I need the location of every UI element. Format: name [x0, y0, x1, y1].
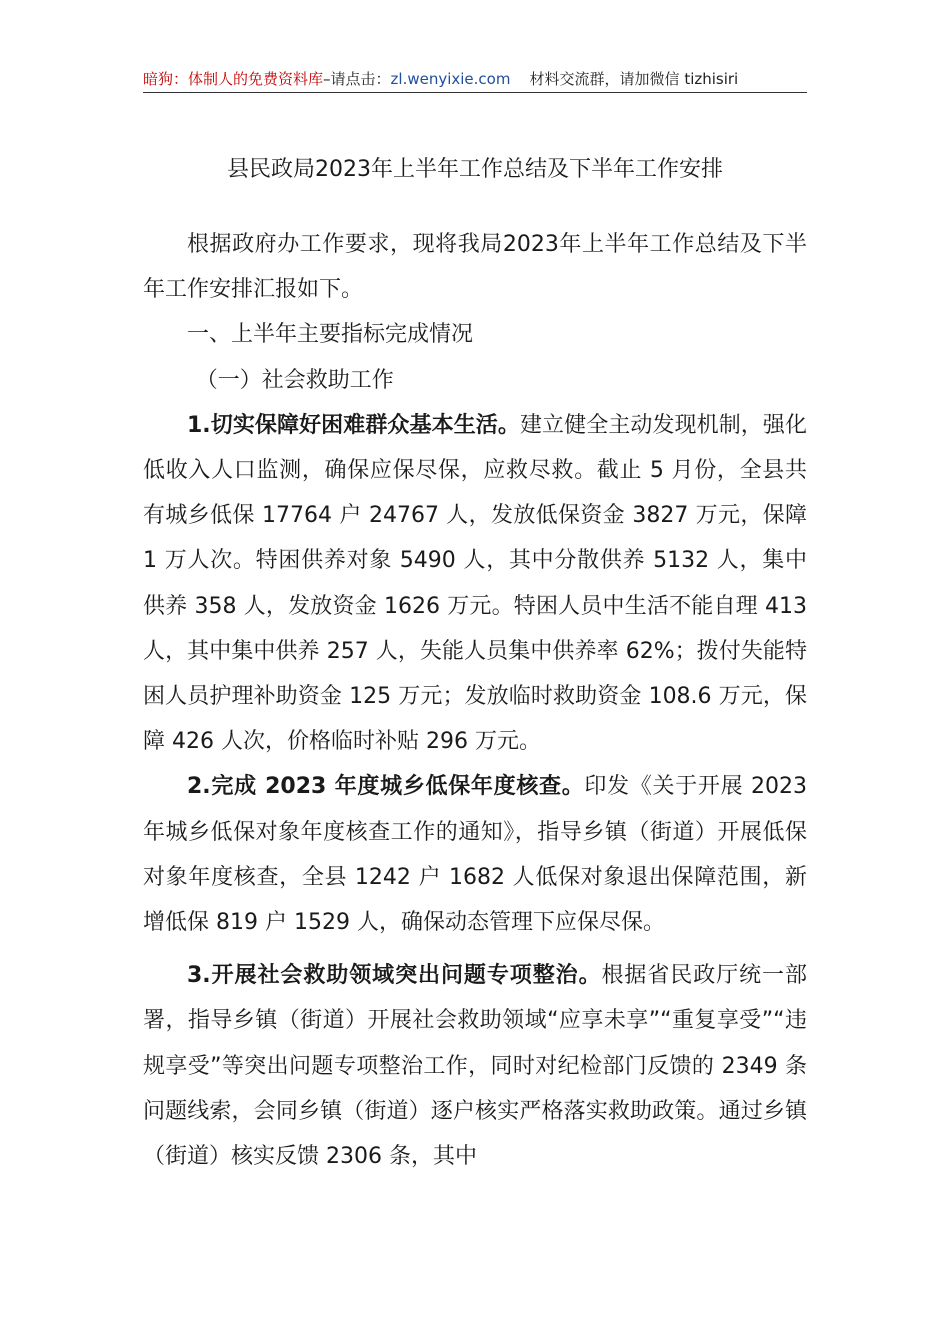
paragraph-2	[143, 764, 807, 945]
paragraph-1	[143, 403, 807, 765]
subsection-heading-1: （一）社会救助工作	[195, 367, 394, 393]
paragraph-2-lead: 2.完成 2023 年度城乡低保年度核查。	[187, 774, 585, 800]
paragraph-3-lead: 3.开展社会救助领域突出问题专项整治。	[187, 963, 602, 989]
paragraph-3-body: 根据省民政厅统一部署，指导乡镇（街道）开展社会救助领域“应享未享”“重复享受”“违规享受”等突出问题专项整治工作，同时对纪检部门反馈的 2349 条问题线索，会同乡镇（街道）逐户核实严格落实救助政策。通过乡镇（街道）核实反馈 2306 条，其中	[143, 963, 807, 1170]
page-header	[143, 66, 807, 93]
intro-paragraph: 根据政府办工作要求，现将我局2023年上半年工作总结及下半年工作安排汇报如下。	[143, 232, 807, 303]
header-note: 材料交流群，请加微信 tizhisiri	[529, 70, 739, 88]
header-brand: 暗狗：体制人的免费资料库	[143, 70, 324, 88]
header-link[interactable]: zl.wenyixie.com	[390, 70, 511, 88]
paragraph-1-lead: 1.切实保障好困难群众基本生活。	[187, 412, 520, 438]
paragraph-1-body: 建立健全主动发现机制，强化低收入人口监测，确保应保尽保，应救尽救。截止 5 月份，全县共有城乡低保 17764 户 24767 人，发放低保资金 3827 万元，保障 1 万人次。特困供养对象 5490 人，其中分散供养 5132 人，集中供养 358 人，发放资金 1626 万元。特困人员中生活不能自理 413 人，其中集中供养 257 人，失能人员集中供养率 62%；拨付失能特困人员护理补助资金 125 万元；发放临时救助资金 108.6 万元，保障 426 人次，价格临时补贴 296 万元。	[143, 412, 807, 755]
document-body	[143, 222, 807, 1179]
paragraph-3	[143, 953, 807, 1179]
section-heading-1: 一、上半年主要指标完成情况	[187, 322, 474, 348]
header-link-prefix: –请点击：	[323, 70, 391, 88]
paragraph-2-body: 印发《关于开展 2023 年城乡低保对象年度核查工作的通知》，指导乡镇（街道）开展低保对象年度核查，全县 1242 户 1682 人低保对象退出保障范围，新增低保 819 户 1529 人，确保动态管理下应保尽保。	[143, 774, 808, 936]
document-title: 县民政局2023年上半年工作总结及下半年工作安排	[227, 157, 723, 182]
